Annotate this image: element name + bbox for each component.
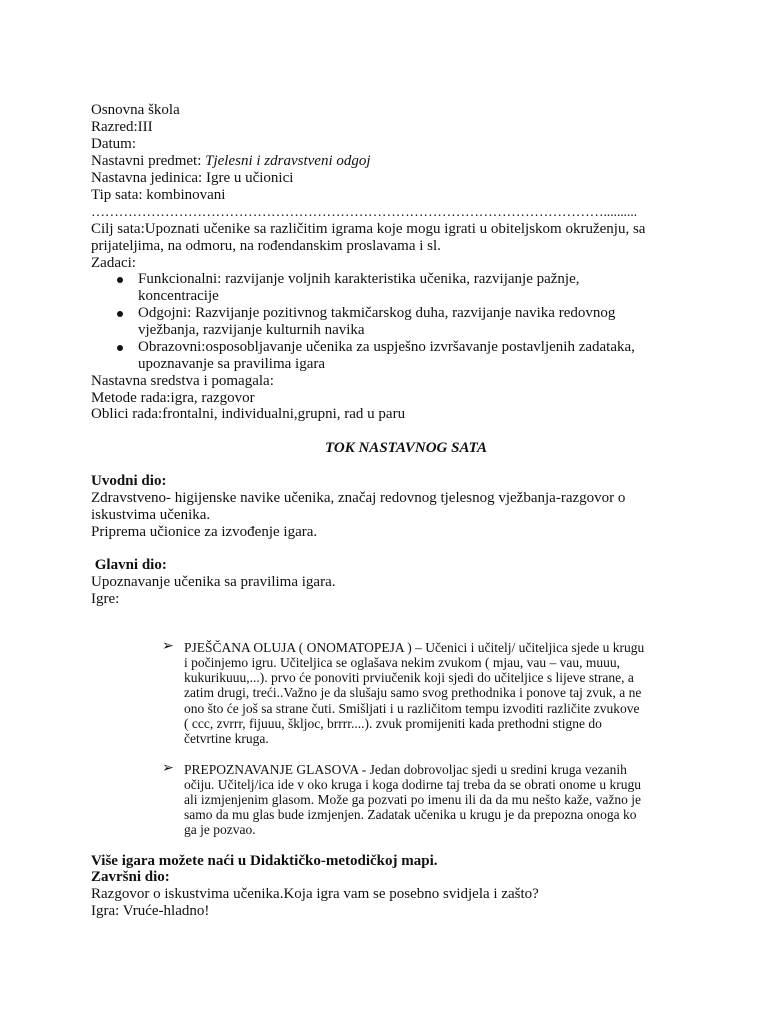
- intro-line-1: Zdravstveno- higijenske navike učenika, značaj redovnog tjelesnog vježbanja-razgovor o: [91, 490, 626, 506]
- forms-line: Oblici rada:frontalni, individualni,grupni, rad u paru: [91, 406, 406, 422]
- game-1-line-4: zatim drugi, treći..Važno je da slušaju samo svog prethodnika i ponove taj zvuk, a ne: [184, 685, 642, 700]
- more-games-note: Više igara možete naći u Didaktičko-metodičkoj mapi.: [91, 853, 438, 869]
- intro-line-2: iskustvima učenika.: [91, 507, 211, 523]
- aids-line: Nastavna sredstva i pomagala:: [91, 373, 274, 389]
- game-1-line-3: kukurikuuu,...). prvo će ponoviti prviučenik koji sjedi do učiteljice s lijeve strane, a: [184, 670, 634, 685]
- game-2-line-5: ga je pozvao.: [184, 822, 256, 837]
- school-line: Osnovna škola: [91, 102, 180, 118]
- methods-line: Metode rada:igra, razgovor: [91, 390, 255, 406]
- bullet-icon: [117, 345, 123, 351]
- final-heading: Završni dio:: [91, 869, 170, 885]
- game-2-line-4: samo da mu glas bude izmjenjen. Zadatak učenika u krugu je da prepozna onoga ko: [184, 807, 637, 822]
- final-line-2: Igra: Vruće-hladno!: [91, 903, 210, 919]
- grade-line: Razred:III: [91, 119, 153, 135]
- tasks-label: Zadaci:: [91, 255, 136, 271]
- arrow-bullet-icon: ➢: [162, 639, 174, 654]
- task-3-line-2: upoznavanje sa pravilima igara: [138, 356, 326, 372]
- subject-value: Tjelesni i zdravstveni odgoj: [205, 153, 371, 169]
- arrow-bullet-icon: ➢: [162, 761, 174, 776]
- game-1-line-7: četvrtine kruga.: [184, 731, 269, 746]
- task-1-line-2: koncentracije: [138, 288, 219, 304]
- unit-line: Nastavna jedinica: Igre u učionici: [91, 170, 294, 186]
- bullet-icon: [117, 311, 123, 317]
- lesson-type-line: Tip sata: kombinovani: [91, 187, 226, 203]
- task-2-line-1: Odgojni: Razvijanje pozitivnog takmičarskog duha, razvijanje navika redovnog: [138, 305, 616, 321]
- goal-line-2: prijateljima, na odmoru, na rođendanskim proslavama i sl.: [91, 238, 441, 254]
- subject-label: Nastavni predmet:: [91, 153, 206, 169]
- goal-line-1: Cilj sata:Upoznati učenike sa različitim igrama koje mogu igrati u obiteljskom okruženju, sa: [91, 221, 646, 237]
- game-2-line-3: ali izmjenjenim glasom. Može ga pozvati po imenu ili da da mu nešto kaže, važno je: [184, 792, 641, 807]
- game-2-line-1: PREPOZNAVANJE GLASOVA - Jedan dobrovoljac sjedi u sredini kruga vezanih: [184, 762, 627, 777]
- game-2-line-2: očiju. Učitelj/ica ide v oko kruga i koga dodirne taj treba da se obrati onome u krugu: [184, 777, 641, 792]
- final-line-1: Razgovor o iskustvima učenika.Koja igra vam se posebno svidjela i zašto?: [91, 886, 539, 902]
- intro-heading: Uvodni dio:: [91, 473, 167, 489]
- intro-line-3: Priprema učionice za izvođenje igara.: [91, 524, 318, 540]
- task-2-line-2: vježbanja, razvijanje kulturnih navika: [138, 322, 365, 338]
- task-1-line-1: Funkcionalni: razvijanje voljnih karakteristika učenika, razvijanje pažnje,: [138, 271, 580, 287]
- date-line: Datum:: [91, 136, 136, 152]
- game-1-line-1: PJEŠČANA OLUJA ( ONOMATOPEJA ) – Učenici i učitelj/ učiteljica sjede u krugu: [184, 640, 645, 655]
- game-1-line-5: ono što će još sa strane čuti. Smišljati i u različitom tempu izvoditi različite zvukove: [184, 701, 640, 716]
- game-1-line-6: ( ccc, zvrrr, fijuuu, škljoc, brrrr....). zvuk promijeniti kada prethodni stigne do: [184, 716, 602, 731]
- game-1-line-2: i počinjemo igru. Učiteljica se oglašava nekim zvukom ( mjau, vau – vau, muuu,: [184, 655, 621, 670]
- separator-line: …………………………………………………………………………………………………..........: [91, 205, 637, 220]
- main-line-2: Igre:: [91, 591, 120, 607]
- main-line-1: Upoznavanje učenika sa pravilima igara.: [91, 574, 336, 590]
- subject-line: [91, 153, 371, 170]
- lesson-title: TOK NASTAVNOG SATA: [325, 440, 487, 456]
- task-3-line-1: Obrazovni:osposobljavanje učenika za uspješno izvršavanje postavljenih zadataka,: [138, 339, 635, 355]
- bullet-icon: [117, 277, 123, 283]
- main-heading: Glavni dio:: [91, 557, 167, 573]
